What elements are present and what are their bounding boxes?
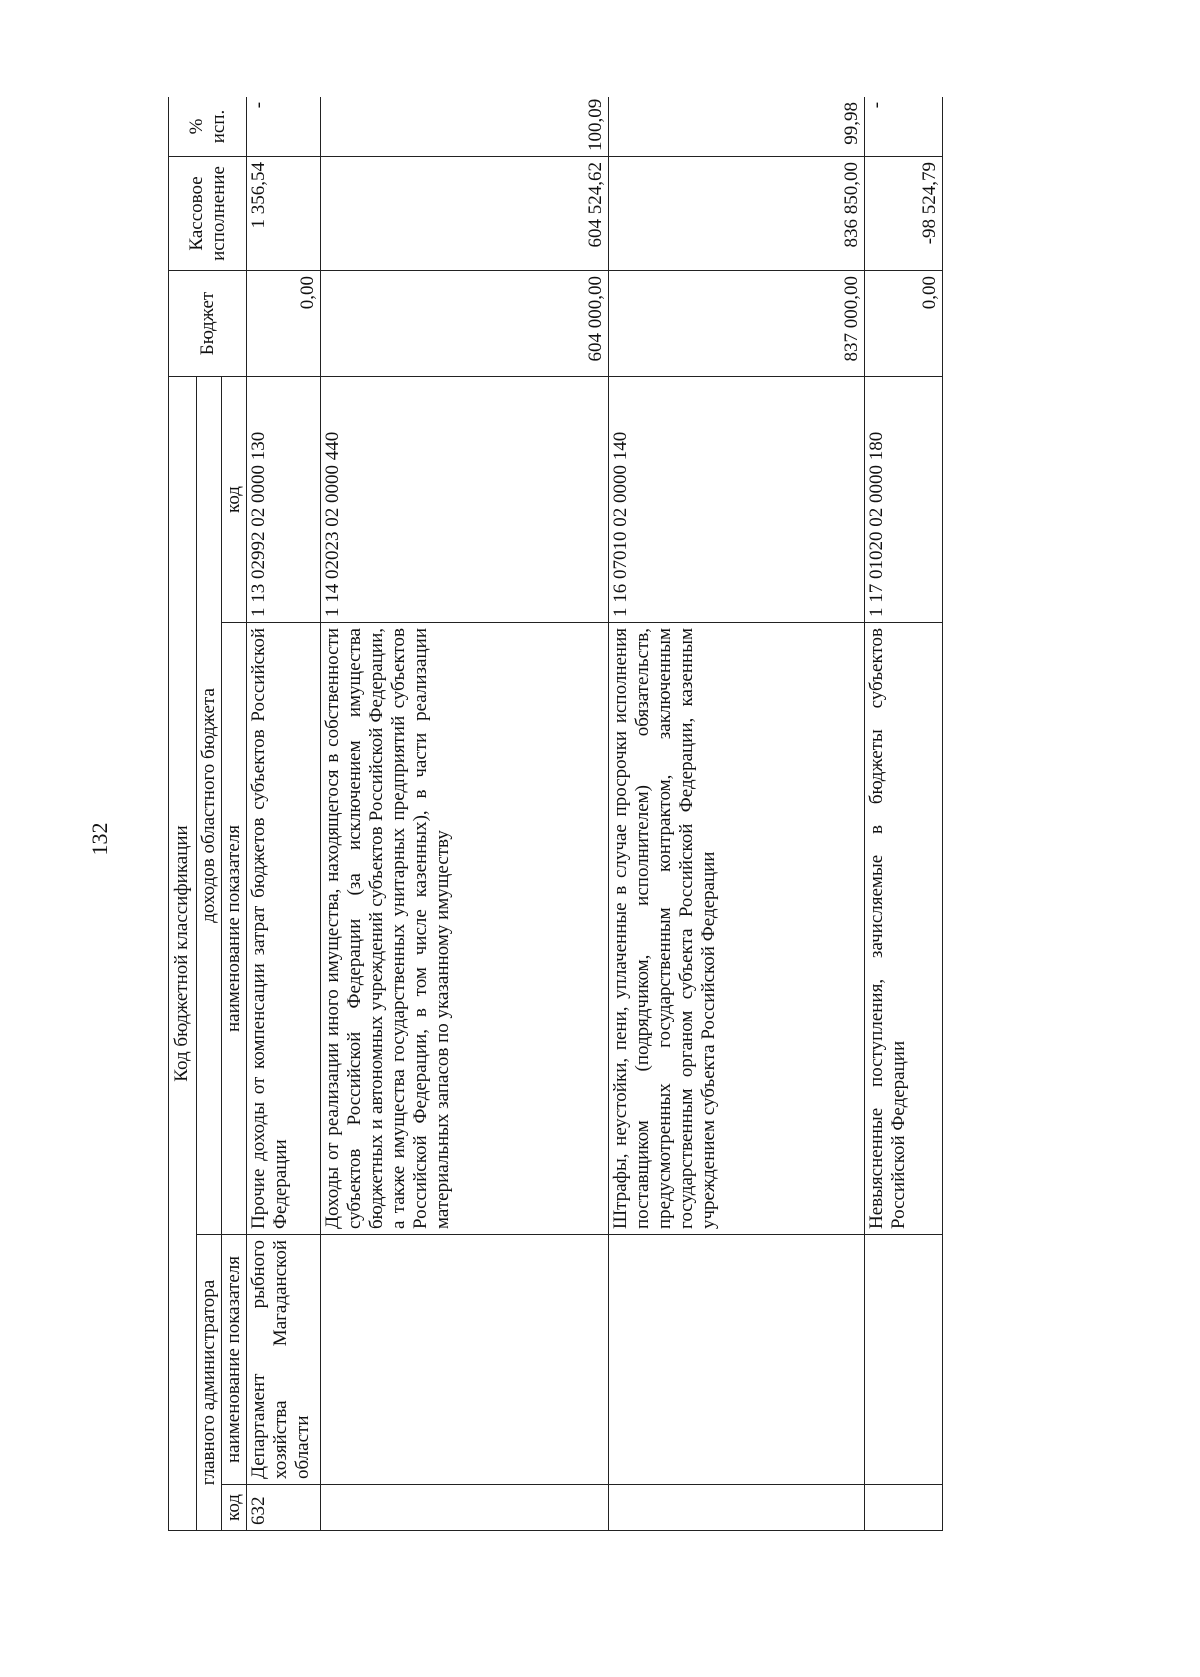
budget-cell: 837 000,00 [609,270,865,376]
admin-code-cell [865,1485,943,1531]
header-admin-code: код [222,1485,247,1531]
percent-cell: 100,09 [321,97,609,156]
header-revenue-code: код [222,376,247,622]
rotated-table-frame [168,97,1118,1531]
admin-name-cell [609,1235,865,1485]
percent-cell: - [247,97,321,156]
header-classification: Код бюджетной классификации [169,376,197,1530]
page-number: 132 [87,822,112,856]
revenue-name-cell: Прочие доходы от компенсации затрат бюджетов субъектов Российской Федерации [247,623,321,1235]
percent-cell: - [865,97,943,156]
revenue-name-cell: Штрафы, неустойки, пени, уплаченные в случае просрочки исполнения поставщиком (подрядчиком, исполнителем) обязательств, предусмотренных государственным контрактом, заключенным государственным органом субъекта Российской Федерации, казенным учреждением субъекта Российской Федерации [609,623,865,1235]
table-row [609,97,865,1531]
execution-cell: 1 356,54 [247,156,321,270]
revenue-code-cell: 1 17 01020 02 0000 180 [865,376,943,622]
header-revenue-group: доходов областного бюджета [197,376,222,1234]
table-row [865,97,943,1531]
header-admin-group: главного администратора [197,1235,222,1531]
revenue-code-cell: 1 14 02023 02 0000 440 [321,376,609,622]
percent-cell: 99,98 [609,97,865,156]
revenue-code-cell: 1 13 02992 02 0000 130 [247,376,321,622]
header-admin-name: наименование показателя [222,1235,247,1485]
admin-name-cell: Департамент рыбного хозяйства Магаданской области [247,1235,321,1485]
execution-cell: -98 524,79 [865,156,943,270]
admin-name-cell [865,1235,943,1485]
revenue-code-cell: 1 16 07010 02 0000 140 [609,376,865,622]
header-percent: % исп. [169,97,247,156]
header-revenue-name: наименование показателя [222,623,247,1235]
admin-code-cell: 632 [247,1485,321,1531]
execution-cell: 604 524,62 [321,156,609,270]
rotated-table-content [168,97,1118,1531]
budget-cell: 0,00 [247,270,321,376]
table-row [321,97,609,1531]
budget-cell: 604 000,00 [321,270,609,376]
header-execution: Кассовое исполнение [169,156,247,270]
admin-code-cell [609,1485,865,1531]
execution-cell: 836 850,00 [609,156,865,270]
revenue-table [168,97,943,1531]
admin-code-cell [321,1485,609,1531]
table-row [247,97,321,1531]
revenue-name-cell: Невыясненные поступления, зачисляемые в бюджеты субъектов Российской Федерации [865,623,943,1235]
budget-cell: 0,00 [865,270,943,376]
revenue-name-cell: Доходы от реализации иного имущества, находящегося в собственности субъектов Российской Федерации (за исключением имущества бюджетных и автономных учреждений субъектов Российской Федерации, а также имущества государственных унитарных предприятий субъектов Российской Федерации, в том числе казенных), в части реализации материальных запасов по указанному имуществу [321,623,609,1235]
admin-name-cell [321,1235,609,1485]
header-budget: Бюджет [169,270,247,376]
